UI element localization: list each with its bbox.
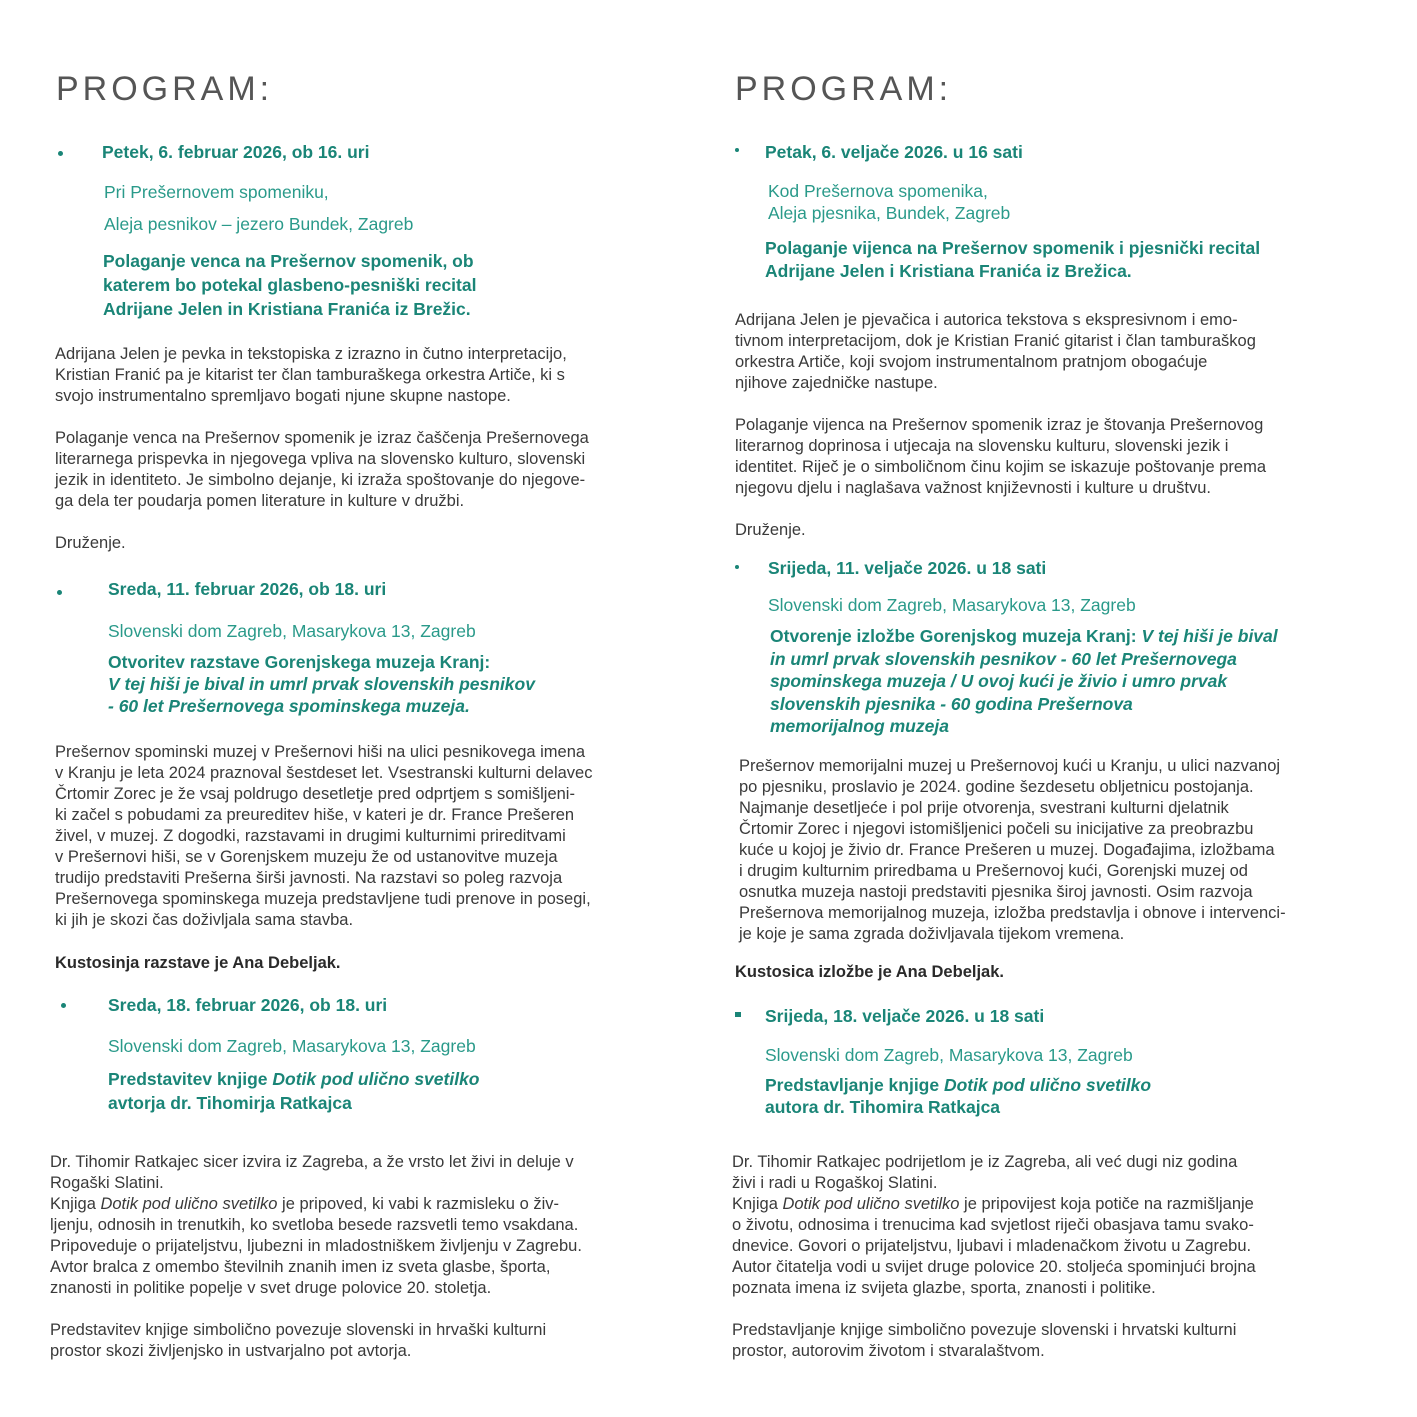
- text-line: Dr. Tihomir Ratkajec podrijetlom je iz Zagreba, ali već dugi niz godina: [732, 1153, 1238, 1171]
- text-line: Najmanje desetljeće i pol prije otvorenja, svestrani kulturni djelatnik: [739, 799, 1229, 817]
- text-line: Črtomir Zorec i njegovi istomišljenici počeli su inicijative za preobrazbu: [739, 820, 1254, 838]
- text-line: Adrijana Jelen je pjevačica i autorica tekstova s ekspresivnom i emo-: [735, 311, 1238, 329]
- text-line: Druženje.: [55, 534, 126, 552]
- text-line: ki začel s pobudami za preureditev hiše, v kateri je dr. France Prešeren: [55, 806, 575, 824]
- event-title: [108, 1067, 480, 1115]
- text-line: Polaganje vijenca na Prešernov spomenik izraz je štovanja Prešernovog: [735, 416, 1264, 434]
- venue-line: Pri Prešernovem spomeniku,: [104, 182, 329, 202]
- title-italic: V tej hiši je bival in umrl prvak slovenskih pesnikov: [108, 674, 535, 694]
- text-line: Prešernov spominski muzej v Prešernovi hiši na ulici pesnikovega imena: [55, 743, 586, 761]
- text-line: živel, v muzej. Z dogodki, razstavami in drugimi kulturnimi prireditvami: [55, 827, 566, 845]
- event-title: [765, 1074, 1151, 1118]
- text-span: je pripovijest koja potiče na razmišljanje: [959, 1195, 1254, 1213]
- title-text: Predstavitev knjige: [108, 1069, 273, 1089]
- bullet-icon: [735, 565, 739, 569]
- text-line: osnutka muzeja nastoji predstaviti pjesnika široj javnosti. Osim razvoja: [739, 883, 1253, 901]
- event-date: Srijeda, 18. veljače 2026. u 18 sati: [765, 1006, 1045, 1026]
- text-span: Knjiga: [732, 1195, 783, 1213]
- text-line: Prešernova memorijalnog muzeja, izložba predstavlja i obnove i intervenci-: [739, 904, 1286, 922]
- title-line: Polaganje venca na Prešernov spomenik, ob: [103, 251, 474, 271]
- title-italic: memorijalnog muzeja: [770, 716, 949, 736]
- text-line: o životu, odnosima i trenucima kad svjetlost riječi obasjava tamu svako-: [732, 1216, 1254, 1234]
- venue-line: Aleja pesnikov – jezero Bundek, Zagreb: [104, 214, 414, 234]
- event-venue: Slovenski dom Zagreb, Masarykova 13, Zagreb: [108, 1036, 476, 1056]
- bullet-icon: [735, 1012, 741, 1017]
- text-line: Predstavljanje knjige simbolično povezuje slovenski i hrvatski kulturni: [732, 1321, 1237, 1339]
- title-line: katerem bo potekal glasbeno-pesniški recital: [103, 275, 477, 295]
- bullet-icon: [58, 151, 63, 156]
- venue-line: Kod Prešernova spomenika,: [768, 181, 988, 201]
- text-line: Pripoveduje o prijateljstvu, ljubezni in mladostniškem življenju v Zagrebu.: [50, 1237, 582, 1255]
- text-line: dnevice. Govori o prijateljstvu, ljubavi i mladenačkom životu u Zagrebu.: [732, 1237, 1252, 1255]
- text-line: Kristian Franić pa je kitarist ter član tamburaškega orkestra Artiče, ki s: [55, 366, 565, 384]
- text-line: Prešernov memorijalni muzej u Prešernovoj kući u Kranju, u ulici nazvanoj: [739, 757, 1281, 775]
- text-line: Autor čitatelja vodi u svijet druge polovice 20. stoljeća spominjući brojna: [732, 1258, 1256, 1276]
- book-title: Dotik pod ulično svetilko: [100, 1195, 278, 1213]
- text-span: Knjiga: [50, 1195, 101, 1213]
- text-line: znanosti in politike popelje v svet druge polovice 20. stoletja.: [50, 1279, 492, 1297]
- text-line: ga dela ter poudarja pomen literature in kulture v družbi.: [55, 492, 465, 510]
- title-line: Adrijane Jelen i Kristiana Franića iz Brežica.: [765, 261, 1132, 281]
- event-date: Sreda, 11. februar 2026, ob 18. uri: [108, 579, 387, 599]
- title-line: Otvoritev razstave Gorenjskega muzeja Kranj:: [108, 652, 491, 672]
- text-line: poznata imena iz svijeta glazbe, sporta, znanosti i politike.: [732, 1279, 1156, 1297]
- text-line: po pjesniku, proslavio je 2024. godine šezdesetu obljetnicu postojanja.: [739, 778, 1254, 796]
- title-italic: - 60 let Prešernovega spominskega muzeja.: [108, 696, 470, 716]
- text-line: literarnega prispevka in njegovega vpliva na slovensko kulturo, slovenski: [55, 450, 586, 468]
- text-line: Polaganje venca na Prešernov spomenik je izraz čaščenja Prešernovega: [55, 429, 589, 447]
- bullet-icon: [57, 590, 62, 595]
- title-text: Otvorenje izložbe Gorenjskog muzeja Kranj:: [770, 626, 1142, 646]
- text-line: [50, 1194, 582, 1215]
- text-line: kuće u kojoj je živio dr. France Prešeren u muzej. Događajima, izložbama: [739, 841, 1275, 859]
- text-line: Predstavitev knjige simbolično povezuje slovenski in hrvaški kulturni: [50, 1321, 547, 1339]
- event-description: [55, 344, 589, 554]
- title-italic: slovenskih pjesnika - 60 godina Prešernova: [770, 693, 1133, 714]
- title-italic: spominskega muzeja / U ovoj kući je živio i umro prvak: [770, 671, 1228, 691]
- text-line: i drugim kulturnim priredbama u Prešernovoj kući, Gorenjski muzej od: [739, 862, 1248, 880]
- text-line: tivnom interpretacijom, dok je Kristian Franić gitarist i član tamburaškog: [735, 332, 1256, 350]
- text-line: Rogaški Slatini.: [50, 1174, 164, 1192]
- curator-note: Kustosinja razstave je Ana Debeljak.: [55, 954, 341, 972]
- event-venue: [768, 180, 1010, 224]
- event-venue: [104, 179, 413, 237]
- event-venue: Slovenski dom Zagreb, Masarykova 13, Zagreb: [108, 621, 476, 641]
- bullet-icon: [61, 1003, 66, 1008]
- venue-line: Aleja pjesnika, Bundek, Zagreb: [768, 203, 1011, 223]
- text-line: Druženje.: [735, 521, 806, 539]
- text-line: ki jih je skozi čas doživljala sama stavba.: [55, 911, 354, 929]
- event-description: [55, 742, 592, 931]
- event-date: Srijeda, 11. veljače 2026. u 18 sati: [768, 558, 1047, 578]
- text-line: Črtomir Zorec je že vsaj poldrugo desetletje pred odprtjem s somišljeni-: [55, 785, 575, 803]
- book-title: Dotik pod ulično svetilko: [272, 1069, 480, 1089]
- event-title: [770, 625, 1278, 738]
- book-title: Dotik pod ulično svetilko: [782, 1195, 960, 1213]
- title-line: Adrijane Jelen in Kristiana Franića iz Brežic.: [103, 299, 471, 319]
- title-italic: in umrl prvak slovenskih pesnikov - 60 let Prešernovega: [770, 648, 1237, 669]
- text-line: trudijo predstaviti Prešerna širši javnosti. Na razstavi so poleg razvoja: [55, 869, 563, 887]
- text-line: literarnog doprinosa i utjecaja na slovensku kulturu, slovenski jezik i: [735, 437, 1229, 455]
- event-date: Petek, 6. februar 2026, ob 16. uri: [102, 142, 370, 162]
- title-line: avtorja dr. Tihomirja Ratkajca: [108, 1093, 352, 1113]
- title-text: Predstavljanje knjige: [765, 1075, 944, 1095]
- text-span: je pripoved, ki vabi k razmisleku o živ-: [277, 1195, 559, 1213]
- page-title: PROGRAM:: [735, 70, 953, 108]
- text-line: ljenju, odnosih in trenutkih, ko svetloba besede razsvetli temo vsakdana.: [50, 1216, 579, 1234]
- title-line: Polaganje vijenca na Prešernov spomenik i pjesnički recital: [765, 238, 1261, 258]
- event-description: [735, 310, 1266, 541]
- event-title: [765, 237, 1260, 283]
- event-venue: Slovenski dom Zagreb, Masarykova 13, Zagreb: [768, 595, 1136, 615]
- event-date: Sreda, 18. februar 2026, ob 18. uri: [108, 995, 388, 1015]
- curator-note: Kustosica izložbe je Ana Debeljak.: [735, 963, 1004, 981]
- text-line: prostor, autorovim životom i stvaralaštvom.: [732, 1342, 1045, 1360]
- text-line: njegovu djelu i naglašava važnost književnosti i kulture u društvu.: [735, 479, 1212, 497]
- text-line: v Kranju je leta 2024 praznoval šestdeset let. Vsestranski kulturni delavec: [55, 764, 593, 782]
- text-line: Prešernovega spominskega muzeja predstavljene tudi prenove in posegi,: [55, 890, 591, 908]
- event-description: [50, 1152, 582, 1362]
- text-line: [732, 1194, 1256, 1215]
- text-line: je koje je sama zgrada doživljavala tijekom vremena.: [739, 925, 1125, 943]
- event-description: [732, 1152, 1256, 1362]
- text-line: v Prešernovi hiši, se v Gorenjskem muzeju že od ustanovitve muzeja: [55, 848, 558, 866]
- page-title: PROGRAM:: [56, 70, 274, 108]
- text-line: orkestra Artiče, koji svojom instrumentalnom pratnjom obogaćuje: [735, 353, 1208, 371]
- text-line: Avtor bralca z omembo številnih znanih imen iz sveta glasbe, športa,: [50, 1258, 551, 1276]
- event-date: Petak, 6. veljače 2026. u 16 sati: [765, 142, 1023, 162]
- event-venue: Slovenski dom Zagreb, Masarykova 13, Zagreb: [765, 1045, 1133, 1065]
- text-line: svojo instrumentalno spremljavo bogati njune skupne nastope.: [55, 387, 511, 405]
- book-title: Dotik pod ulično svetilko: [943, 1075, 1152, 1095]
- event-description: [739, 756, 1286, 945]
- text-line: njihove zajedničke nastupe.: [735, 374, 938, 392]
- text-line: Adrijana Jelen je pevka in tekstopiska z izrazno in čutno interpretacijo,: [55, 345, 567, 363]
- title-line: autora dr. Tihomira Ratkajca: [765, 1097, 1001, 1117]
- title-italic: V tej hiši je bival: [1141, 626, 1278, 646]
- text-line: živi i radi u Rogaškoj Slatini.: [732, 1174, 938, 1192]
- event-title: [108, 651, 535, 717]
- text-line: prostor skozi življenjsko in ustvarjalno pot avtorja.: [50, 1342, 412, 1360]
- text-line: Dr. Tihomir Ratkajec sicer izvira iz Zagreba, a že vrsto let živi in deluje v: [50, 1153, 574, 1171]
- event-title: [103, 249, 476, 321]
- text-line: jezik in identiteto. Je simbolno dejanje, ki izraža spoštovanje do njegove-: [55, 471, 586, 489]
- text-line: identitet. Riječ je o simboličnom činu kojim se iskazuje poštovanje prema: [735, 458, 1266, 476]
- bullet-icon: [735, 148, 739, 152]
